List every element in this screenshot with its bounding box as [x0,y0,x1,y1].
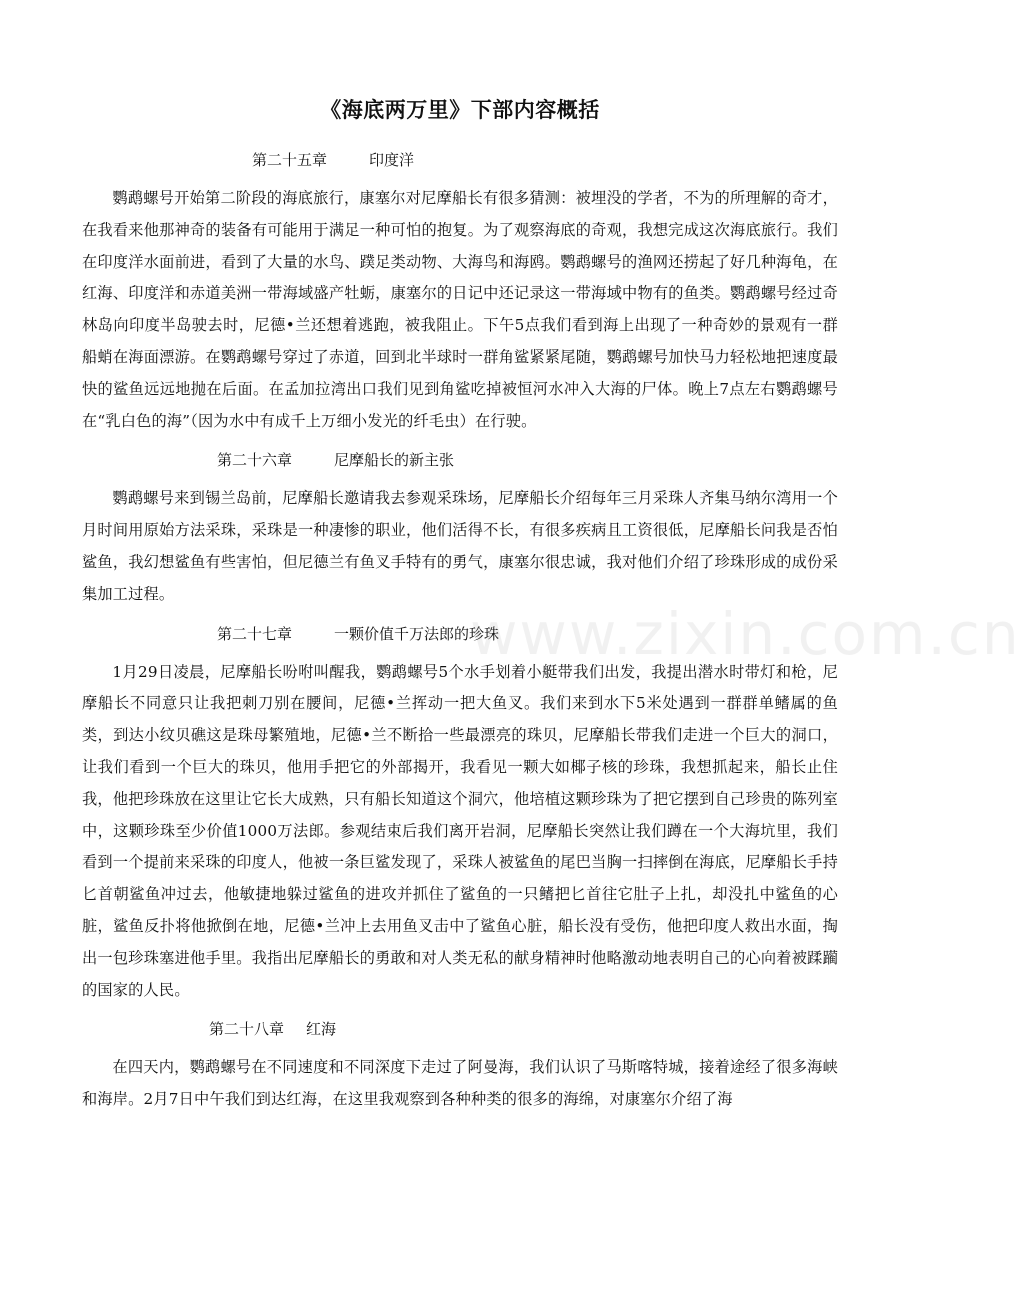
chapter-paragraph-26: 鹦鹉螺号来到锡兰岛前，尼摩船长邀请我去参观采珠场，尼摩船长介绍每年三月采珠人齐集马纳尔湾用一个月时间用原始方法采珠，采珠是一种凄惨的职业，他们活得不长，有很多疾病且工资很低，尼摩船长问我是否怕鲨鱼，我幻想鲨鱼有些害怕，但尼德兰有鱼叉手特有的勇气，康塞尔很忠诚，我对他们介绍了珍珠形成的成份采集加工过程。 [82,489,838,603]
chapter-heading-27 [82,621,838,647]
chapter-number: 第二十五章 [252,151,328,169]
chapter-paragraph-28: 在四天内，鹦鹉螺号在不同速度和不同深度下走过了阿曼海，我们认识了马斯喀特城，接着途经了很多海峡和海岸。2月7日中午我们到达红海，在这里我观察到各种种类的很多的海绵，对康塞尔介绍了海 [82,1058,838,1109]
chapter-title: 印度洋 [369,151,415,169]
watermark: www.zixin.com.cn [470,600,1021,668]
chapter-title: 一颗价值千万法郎的珍珠 [334,624,500,643]
chapter-paragraph-25: 鹦鹉螺号开始第二阶段的海底旅行，康塞尔对尼摩船长有很多猜测：被埋没的学者，不为的所理解的奇才，在我看来他那神奇的装备有可能用于满足一种可怕的抱复。为了观察海底的奇观，我想完成这次海底旅行。我们在印度洋水面前进，看到了大量的水鸟、蹼足类动物、大海鸟和海鸥。鹦鹉螺号的渔网还捞起了好几种海龟，在红海、印度洋和赤道美洲一带海域盛产牡蛎，康塞尔的日记中还记录这一带海域中物有的鱼类。鹦鹉螺号经过奇林岛向印度半岛驶去时，尼德•兰还想着逃跑，被我阻止。下午5点我们看到海上出现了一种奇妙的景观有一群船蛸在海面漂游。在鹦鹉螺号穿过了赤道，回到北半球时一群角鲨紧紧尾随，鹦鹉螺号加快马力轻松地把速度最快的鲨鱼远远地抛在后面。在孟加拉湾出口我们见到角鲨吃掉被恒河水冲入大海的尸体。晚上7点左右鹦鹉螺号在“乳白色的海”（因为水中有成千上万细小发光的纤毛虫）在行驶。 [82,189,838,430]
chapter-title: 尼摩船长的新主张 [334,451,455,470]
chapter-heading-28 [82,1016,838,1042]
chapter-number: 第二十六章 [217,451,293,470]
chapter-paragraph-27: 1月29日凌晨，尼摩船长吩咐叫醒我，鹦鹉螺号5个水手划着小艇带我们出发，我提出潜水时带灯和枪，尼摩船长不同意只让我把刺刀别在腰间，尼德•兰挥动一把大鱼叉。我们来到水下5米处遇到一群群单鳍属的鱼类，到达小纹贝礁这是珠母繁殖地，尼德•兰不断拾一些最漂亮的珠贝，尼摩船长带我们走进一个巨大的洞口，让我们看到一个巨大的珠贝，他用手把它的外部揭开，我看见一颗大如椰子核的珍珠，我想抓起来，船长止住我，他把珍珠放在这里让它长大成熟，只有船长知道这个洞穴，他培植这颗珍珠为了把它摆到自己珍贵的陈列室中，这颗珍珠至少价值1000万法郎。参观结束后我们离开岩洞，尼摩船长突然让我们蹲在一个大海坑里，我们看到一个提前来采珠的印度人，他被一条巨鲨发现了，采珠人被鲨鱼的尾巴当胸一扫摔倒在海底，尼摩船长手持匕首朝鲨鱼冲过去，他敏捷地躲过鲨鱼的进攻并抓住了鲨鱼的一只鳍把匕首往它肚子上扎，却没扎中鲨鱼的心脏，鲨鱼反扑将他掀倒在地，尼德•兰冲上去用鱼叉击中了鲨鱼心脏，船长没有受伤，他把印度人救出水面，掏出一包珍珠塞进他手里。我指出尼摩船长的勇敢和对人类无私的献身精神时他略激动地表明自己的心向着被蹂躏的国家的人民。 [82,662,838,999]
chapter-title: 红海 [306,1020,337,1039]
chapter-heading-26 [82,447,838,473]
chapter-heading-25 [82,147,838,173]
document-title: 《海底两万里》下部内容概括 [320,97,600,122]
chapter-number: 第二十八章 [209,1020,285,1039]
chapter-number: 第二十七章 [217,624,293,643]
